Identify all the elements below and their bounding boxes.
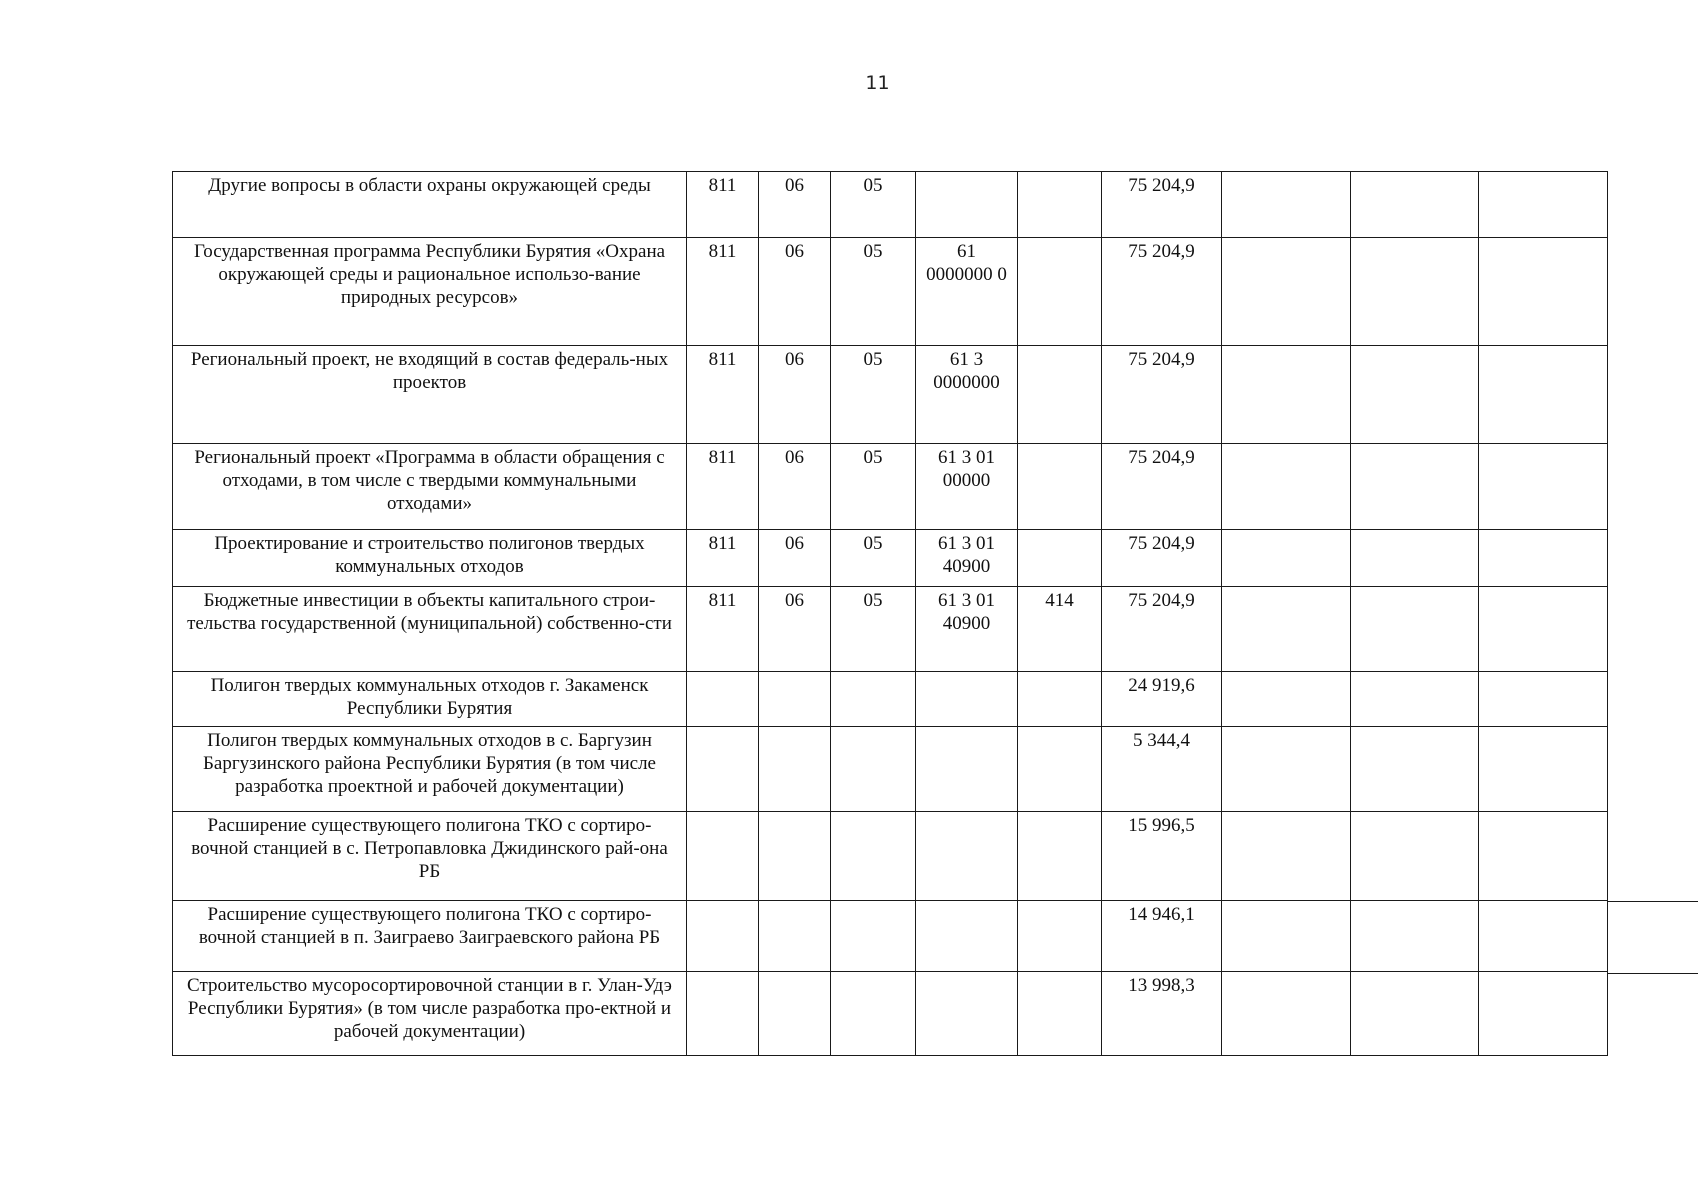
- ved-code-cell: 811: [687, 530, 759, 587]
- ved-code-cell: [687, 972, 759, 1056]
- amount-cell: 75 204,9: [1102, 238, 1222, 346]
- table-row: [173, 238, 1608, 346]
- empty-cell: [1222, 812, 1351, 901]
- expense-type-cell: [1018, 530, 1102, 587]
- subsection-code-cell: 05: [831, 172, 916, 238]
- table-row: [173, 812, 1608, 901]
- subsection-code-cell: [831, 727, 916, 812]
- amount-cell: 75 204,9: [1102, 444, 1222, 530]
- subsection-code-cell: [831, 901, 916, 972]
- expense-type-cell: [1018, 672, 1102, 727]
- table-row: [173, 587, 1608, 672]
- empty-cell: [1479, 346, 1608, 444]
- ved-code-cell: [687, 812, 759, 901]
- empty-cell: [1351, 172, 1479, 238]
- subsection-code-cell: 05: [831, 444, 916, 530]
- empty-cell: [1351, 587, 1479, 672]
- target-article-cell: [916, 972, 1018, 1056]
- subsection-code-cell: 05: [831, 587, 916, 672]
- subsection-code-cell: 05: [831, 346, 916, 444]
- empty-cell: [1351, 727, 1479, 812]
- expense-type-cell: [1018, 727, 1102, 812]
- expense-type-cell: [1018, 444, 1102, 530]
- target-article-cell: [916, 672, 1018, 727]
- ved-code-cell: [687, 727, 759, 812]
- empty-cell: [1351, 444, 1479, 530]
- ved-code-cell: 811: [687, 238, 759, 346]
- empty-cell: [1479, 587, 1608, 672]
- empty-cell: [1479, 901, 1608, 972]
- section-code-cell: 06: [759, 238, 831, 346]
- expense-type-cell: [1018, 812, 1102, 901]
- empty-cell: [1222, 901, 1351, 972]
- row-name-cell: Полигон твердых коммунальных отходов в с. Баргузин Баргузинского района Республики Бурятия (в том числе разработка проектной и рабочей документации): [173, 727, 687, 812]
- ved-code-cell: [687, 901, 759, 972]
- target-article-cell: 61 3 0000000: [916, 346, 1018, 444]
- target-article-cell: [916, 172, 1018, 238]
- section-code-cell: [759, 812, 831, 901]
- table-row: [173, 530, 1608, 587]
- subsection-code-cell: 05: [831, 238, 916, 346]
- empty-cell: [1479, 444, 1608, 530]
- row-name-cell: Расширение существующего полигона ТКО с сортиро-вочной станцией в с. Петропавловка Джидинского рай-она РБ: [173, 812, 687, 901]
- section-code-cell: 06: [759, 172, 831, 238]
- empty-cell: [1351, 346, 1479, 444]
- expense-type-cell: [1018, 346, 1102, 444]
- empty-cell: [1222, 672, 1351, 727]
- target-article-cell: [916, 812, 1018, 901]
- empty-cell: [1479, 530, 1608, 587]
- ved-code-cell: 811: [687, 346, 759, 444]
- empty-cell: [1222, 972, 1351, 1056]
- subsection-code-cell: 05: [831, 530, 916, 587]
- empty-cell: [1351, 901, 1479, 972]
- amount-cell: 13 998,3: [1102, 972, 1222, 1056]
- ved-code-cell: 811: [687, 172, 759, 238]
- subsection-code-cell: [831, 672, 916, 727]
- section-code-cell: 06: [759, 530, 831, 587]
- section-code-cell: 06: [759, 587, 831, 672]
- empty-cell: [1351, 238, 1479, 346]
- page-number: 11: [865, 72, 890, 94]
- empty-cell: [1222, 444, 1351, 530]
- row-name-cell: Строительство мусоросортировочной станции в г. Улан-Удэ Республики Бурятия» (в том числе разработка про-ектной и рабочей документации): [173, 972, 687, 1056]
- section-code-cell: 06: [759, 346, 831, 444]
- expense-type-cell: [1018, 172, 1102, 238]
- ved-code-cell: [687, 672, 759, 727]
- empty-cell: [1479, 672, 1608, 727]
- row-name-cell: Полигон твердых коммунальных отходов г. Закаменск Республики Бурятия: [173, 672, 687, 727]
- empty-cell: [1479, 238, 1608, 346]
- empty-cell: [1479, 812, 1608, 901]
- amount-cell: 14 946,1: [1102, 901, 1222, 972]
- ved-code-cell: 811: [687, 444, 759, 530]
- table-row: [173, 672, 1608, 727]
- empty-cell: [1351, 812, 1479, 901]
- table-row: [173, 444, 1608, 530]
- target-article-cell: 61 3 01 40900: [916, 587, 1018, 672]
- empty-cell: [1479, 727, 1608, 812]
- row-name-cell: Региональный проект, не входящий в состав федераль-ных проектов: [173, 346, 687, 444]
- expense-type-cell: 414: [1018, 587, 1102, 672]
- amount-cell: 75 204,9: [1102, 530, 1222, 587]
- amount-cell: 75 204,9: [1102, 587, 1222, 672]
- empty-cell: [1222, 346, 1351, 444]
- empty-cell: [1222, 587, 1351, 672]
- budget-table: [172, 171, 1608, 1056]
- row-name-cell: Бюджетные инвестиции в объекты капитального строи-тельства государственной (муниципальной) собственно-сти: [173, 587, 687, 672]
- row-name-cell: Проектирование и строительство полигонов твердых коммунальных отходов: [173, 530, 687, 587]
- section-code-cell: [759, 972, 831, 1056]
- expense-type-cell: [1018, 972, 1102, 1056]
- row-name-cell: Расширение существующего полигона ТКО с сортиро-вочной станцией в п. Заиграево Заиграевского района РБ: [173, 901, 687, 972]
- target-article-cell: 61 0000000 0: [916, 238, 1018, 346]
- section-code-cell: [759, 672, 831, 727]
- empty-cell: [1479, 172, 1608, 238]
- table-edge-line: [1607, 973, 1698, 974]
- target-article-cell: 61 3 01 00000: [916, 444, 1018, 530]
- section-code-cell: [759, 727, 831, 812]
- subsection-code-cell: [831, 812, 916, 901]
- empty-cell: [1222, 238, 1351, 346]
- expense-type-cell: [1018, 901, 1102, 972]
- table-body: [173, 172, 1608, 1056]
- section-code-cell: 06: [759, 444, 831, 530]
- amount-cell: 5 344,4: [1102, 727, 1222, 812]
- empty-cell: [1351, 530, 1479, 587]
- amount-cell: 75 204,9: [1102, 346, 1222, 444]
- row-name-cell: Государственная программа Республики Бурятия «Охрана окружающей среды и рациональное использо-вание природных ресурсов»: [173, 238, 687, 346]
- target-article-cell: [916, 727, 1018, 812]
- target-article-cell: [916, 901, 1018, 972]
- amount-cell: 24 919,6: [1102, 672, 1222, 727]
- empty-cell: [1351, 672, 1479, 727]
- expense-type-cell: [1018, 238, 1102, 346]
- table-row: [173, 172, 1608, 238]
- empty-cell: [1222, 172, 1351, 238]
- table-edge-line: [1607, 901, 1698, 902]
- amount-cell: 75 204,9: [1102, 172, 1222, 238]
- empty-cell: [1222, 530, 1351, 587]
- target-article-cell: 61 3 01 40900: [916, 530, 1018, 587]
- empty-cell: [1479, 972, 1608, 1056]
- table-row: [173, 901, 1608, 972]
- table-row: [173, 972, 1608, 1056]
- row-name-cell: Региональный проект «Программа в области обращения с отходами, в том числе с твердыми коммунальными отходами»: [173, 444, 687, 530]
- amount-cell: 15 996,5: [1102, 812, 1222, 901]
- table-row: [173, 346, 1608, 444]
- subsection-code-cell: [831, 972, 916, 1056]
- section-code-cell: [759, 901, 831, 972]
- table-row: [173, 727, 1608, 812]
- empty-cell: [1222, 727, 1351, 812]
- row-name-cell: Другие вопросы в области охраны окружающей среды: [173, 172, 687, 238]
- empty-cell: [1351, 972, 1479, 1056]
- ved-code-cell: 811: [687, 587, 759, 672]
